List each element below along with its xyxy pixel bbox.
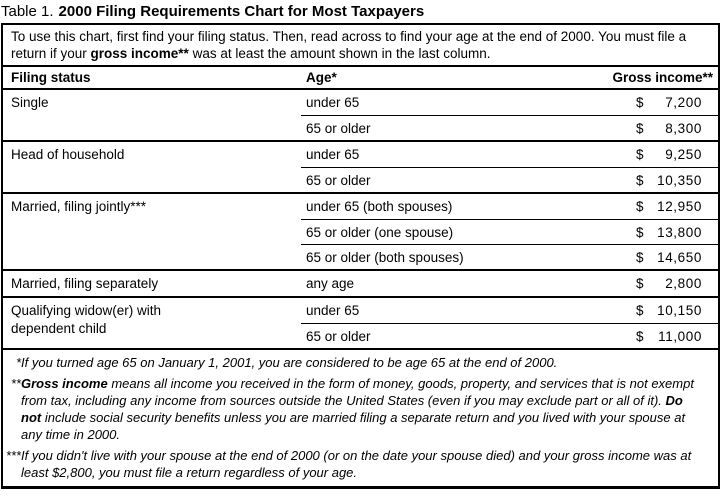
table-row [301,90,718,115]
footnote-marker: * [15,355,21,370]
filing-status-label: Married, filing separately [11,276,159,291]
gross-income-cell [636,199,702,214]
age-income-entries [301,271,718,296]
age-income-entries [301,90,718,140]
column-header-age: Age* [306,70,337,85]
filing-status-cell [3,271,301,296]
table-body [3,90,718,350]
dollar-sign: $ [636,224,645,240]
text-segment: Gross income [21,376,108,391]
footnote-marker: *** [5,448,21,463]
table-row-group [3,90,718,142]
dollar-sign: $ [636,199,645,214]
column-header-filing-status: Filing status [11,70,91,85]
filing-status-label: Single [11,95,49,110]
footnote-marker: ** [10,376,21,391]
gross-income-cell [636,225,702,240]
filing-status-label: Married, filing jointly*** [11,199,147,214]
gross-income-cell [636,329,702,344]
amount-value: 2,800 [665,276,702,291]
footnote [3,447,704,481]
text-segment: include social security benefits unless you are married filing a separate return and you lived with your spouse at any time in 2000. [21,410,686,442]
table-row [301,194,718,219]
amount-value: 7,200 [665,95,702,110]
dollar-sign: $ [636,120,645,136]
table-row-group [3,271,718,298]
table-row [301,219,718,244]
table-row [301,167,718,192]
filing-status-label: Qualifying widow(er) with dependent child [11,303,162,336]
table-row [301,115,718,140]
text-segment: If you didn't live with your spouse at the end of 2000 (or on the date your spouse died) and your gross income was at least $2,800, you must file a return regardless of your age. [21,448,692,480]
age-income-entries [301,194,718,269]
column-header-gross-income: Gross income** [612,70,713,85]
text-segment: To use this chart, first find your filing status. Then, read across to find your age at the end of 2000. You must file a return if your [11,29,687,61]
table-row-group [3,298,718,350]
table-row [301,142,718,167]
gross-income-cell [636,173,702,188]
footnotes-section [3,350,718,486]
text-segment: gross income** [90,46,189,61]
filing-status-cell [3,90,301,140]
amount-value: 13,800 [657,224,702,240]
gross-income-cell [636,121,702,136]
age-income-entries [301,142,718,192]
age-cell: 65 or older [306,172,371,188]
age-cell: under 65 [306,147,360,162]
age-cell: under 65 (both spouses) [306,199,453,214]
gross-income-cell [636,250,702,265]
text-segment: means all income you received in the form of money, goods, property, and services that is not exempt from tax, including any income from sources outside the United States (even if you may exclude part or all of it). [21,376,694,408]
age-cell: 65 or older (one spouse) [306,224,454,240]
filing-status-cell [3,194,301,269]
footnote [3,375,704,443]
age-cell: 65 or older (both spouses) [306,249,464,265]
footnote-text [21,354,704,371]
amount-value: 11,000 [658,328,702,344]
gross-income-cell [636,276,702,291]
dollar-sign: $ [636,303,645,318]
amount-value: 14,650 [657,249,702,265]
table-number-label: Table 1. [1,3,54,20]
footnote-text [21,375,704,443]
filing-status-cell [3,142,301,192]
filing-status-cell [3,298,301,348]
chart-instructions [3,25,718,67]
gross-income-cell [636,303,702,318]
age-cell: any age [306,276,355,291]
dollar-sign: $ [636,147,645,162]
text-segment: was at least the amount shown in the last column. [188,46,491,61]
age-cell: 65 or older [306,120,371,136]
age-income-entries [301,298,718,348]
filing-requirements-chart [1,23,720,489]
table-row-group [3,142,718,194]
table-title-text: 2000 Filing Requirements Chart for Most Taxpayers [58,3,425,20]
footnote-text [21,447,704,481]
text-segment: Do not [21,393,683,425]
table-row [301,271,718,296]
amount-value: 10,150 [657,303,702,318]
amount-value: 8,300 [665,120,702,136]
dollar-sign: $ [636,249,645,265]
footnote [3,354,704,371]
amount-value: 10,350 [657,172,702,188]
amount-value: 9,250 [665,147,702,162]
age-cell: 65 or older [306,328,371,344]
table-header-row [3,67,718,90]
text-segment: If you turned age 65 on January 1, 2001, you are considered to be age 65 at the end of 2000. [21,355,558,370]
amount-value: 12,950 [657,199,702,214]
dollar-sign: $ [636,172,645,188]
table-row-group [3,194,718,271]
age-cell: under 65 [306,95,360,110]
gross-income-cell [636,95,702,110]
dollar-sign: $ [636,328,645,344]
dollar-sign: $ [636,276,645,291]
table-row [301,244,718,269]
table-title [0,0,721,22]
gross-income-cell [636,147,702,162]
table-row [301,298,718,323]
filing-status-label: Head of household [11,147,125,162]
dollar-sign: $ [636,95,645,110]
table-row [301,323,718,348]
age-cell: under 65 [306,303,360,318]
